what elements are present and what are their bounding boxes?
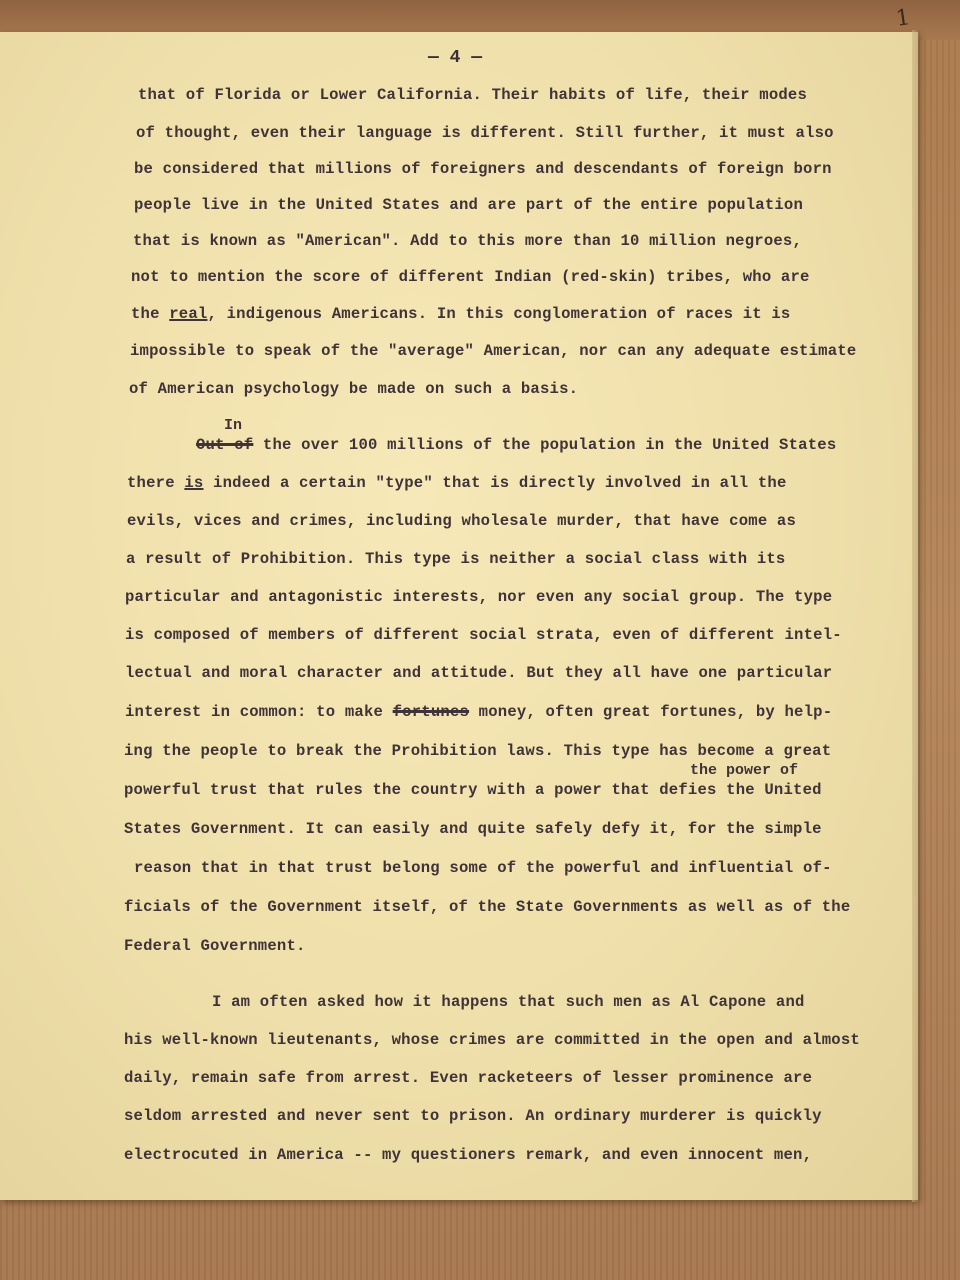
text-line-13: a result of Prohibition. This type is neither a social class with its [126,550,786,568]
text-line-23: Federal Government. [124,937,306,955]
text-line-15: is composed of members of different social strata, even of different intel- [125,626,842,644]
struck-text: Out of [196,436,254,454]
text-line-16: lectual and moral character and attitude. But they all have one particular [125,664,833,682]
text-line-18: ing the people to break the Prohibition laws. This type has become a great [124,742,832,760]
struck-text: fortunes [392,703,470,721]
text-line-6: not to mention the score of different Indian (red-skin) tribes, who are [131,268,810,286]
text-segment: interest in common: to make [125,703,393,721]
text-line-10 [196,436,836,454]
text-segment: , indigenous Americans. In this conglomeration of races it is [207,305,791,323]
text-line-7 [131,305,791,323]
page-edge [912,30,920,1202]
text-line-22: ficials of the Government itself, of the State Governments as well as of the [124,898,851,916]
text-line-8: impossible to speak of the "average" American, nor can any adequate estimate [130,342,857,360]
text-line-3: be considered that millions of foreigners and descendants of foreign born [134,160,832,178]
text-line-5: that is known as "American". Add to this more than 10 million negroes, [133,232,803,250]
text-segment: the over 100 millions of the population in the United States [253,436,837,454]
corner-pencil-mark: 1 [894,5,912,32]
text-line-11 [127,474,787,492]
text-line-25: his well-known lieutenants, whose crimes are committed in the open and almost [124,1031,860,1049]
handwritten-insert: In [224,417,243,434]
text-line-9: of American psychology be made on such a basis. [129,380,579,398]
text-line-26: daily, remain safe from arrest. Even racketeers of lesser prominence are [124,1069,813,1087]
text-segment: there [127,474,185,492]
typed-insert: the power of [690,762,799,779]
text-line-12: evils, vices and crimes, including wholesale murder, that have come as [127,512,797,530]
text-line-19: powerful trust that rules the country with a power that defies the United [124,781,822,799]
text-line-4: people live in the United States and are part of the entire population [134,196,804,214]
text-segment: indeed a certain "type" that is directly involved in all the [203,474,787,492]
underlined-word: is [184,474,204,492]
page-number: — 4 — [427,48,482,68]
text-line-1: that of Florida or Lower California. Their habits of life, their modes [138,86,808,104]
text-line-2: of thought, even their language is different. Still further, it must also [136,124,834,142]
text-line-24: I am often asked how it happens that such men as Al Capone and [212,993,805,1011]
text-segment: money, often great fortunes, by help- [469,703,833,721]
text-line-21: reason that in that trust belong some of the powerful and influential of- [134,859,832,877]
text-line-27: seldom arrested and never sent to prison. An ordinary murderer is quickly [124,1107,822,1125]
text-segment: the [131,305,170,323]
underlined-word: real [169,305,208,323]
text-line-17 [125,703,832,721]
text-line-28: electrocuted in America -- my questioners remark, and even innocent men, [124,1146,813,1164]
text-line-14: particular and antagonistic interests, nor even any social group. The type [125,588,833,606]
text-line-20: States Government. It can easily and quite safely defy it, for the simple [124,820,822,838]
